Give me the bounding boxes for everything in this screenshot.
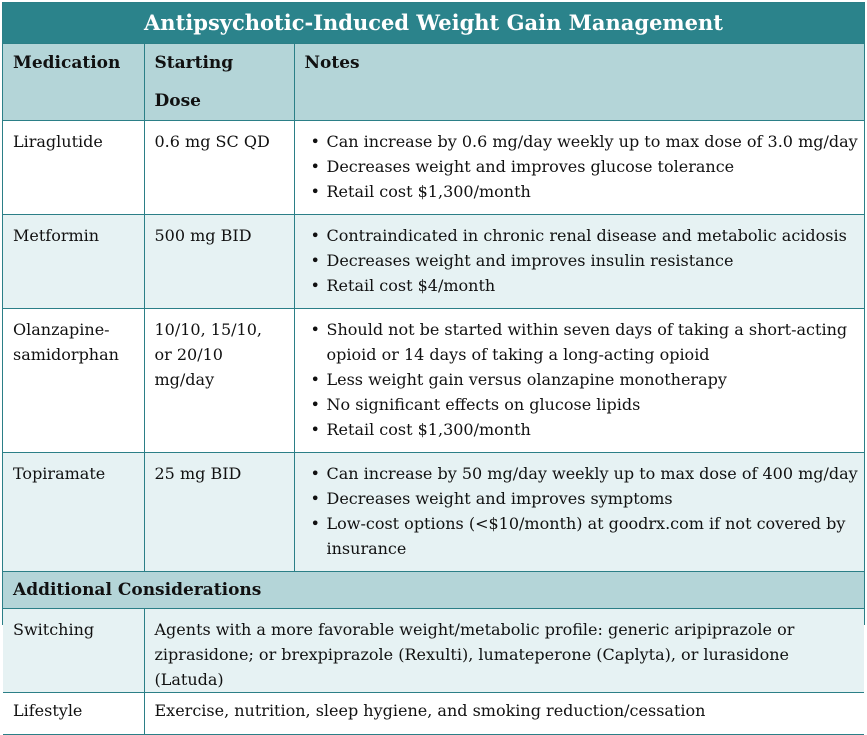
medication-cell: Topiramate bbox=[3, 453, 144, 572]
note-item: • Decreases weight and improves glucose tolerance bbox=[309, 154, 859, 179]
table-row bbox=[3, 309, 864, 453]
note-item: • Decreases weight and improves symptoms bbox=[309, 486, 859, 511]
consideration-label: Lifestyle bbox=[3, 693, 144, 735]
note-item: • Can increase by 50 mg/day weekly up to max dose of 400 mg/day bbox=[309, 461, 859, 486]
consideration-label: Switching bbox=[3, 609, 144, 693]
table-row bbox=[3, 453, 864, 572]
notes-cell bbox=[294, 121, 864, 215]
medication-table bbox=[3, 44, 864, 735]
medication-cell: Olanzapine-samidorphan bbox=[3, 309, 144, 453]
medication-cell: Metformin bbox=[3, 215, 144, 309]
header-starting-dose: Starting Dose bbox=[144, 44, 294, 121]
note-item: • Decreases weight and improves insulin resistance bbox=[309, 248, 859, 273]
consideration-text: Exercise, nutrition, sleep hygiene, and smoking reduction/cessation bbox=[144, 693, 864, 735]
table-row bbox=[3, 609, 864, 693]
notes-cell bbox=[294, 453, 864, 572]
notes-cell bbox=[294, 309, 864, 453]
table-row bbox=[3, 121, 864, 215]
note-item: • Retail cost $1,300/month bbox=[309, 417, 859, 442]
note-item: • Low-cost options (<$10/month) at goodrx.com if not covered by insurance bbox=[309, 511, 859, 561]
note-item: • Can increase by 0.6 mg/day weekly up to max dose of 3.0 mg/day bbox=[309, 129, 859, 154]
weight-gain-table-card bbox=[2, 2, 865, 720]
consideration-text: Agents with a more favorable weight/metabolic profile: generic aripiprazole or ziprasidone; or brexpiprazole (Rexulti), lumateperone (Caplyta), or lurasidone (Latuda) bbox=[144, 609, 864, 693]
medication-cell: Liraglutide bbox=[3, 121, 144, 215]
table-row bbox=[3, 693, 864, 735]
header-medication: Medication bbox=[3, 44, 144, 121]
additional-considerations-row bbox=[3, 572, 864, 609]
table-title: Antipsychotic-Induced Weight Gain Management bbox=[3, 3, 864, 44]
notes-cell bbox=[294, 215, 864, 309]
notes-list bbox=[309, 317, 859, 442]
notes-list bbox=[309, 129, 859, 204]
dose-cell: 25 mg BID bbox=[144, 453, 294, 572]
additional-considerations-heading: Additional Considerations bbox=[3, 572, 864, 609]
note-item: • Less weight gain versus olanzapine monotherapy bbox=[309, 367, 859, 392]
dose-cell: 500 mg BID bbox=[144, 215, 294, 309]
note-item: • Should not be started within seven days of taking a short-acting opioid or 14 days of taking a long-acting opioid bbox=[309, 317, 859, 367]
header-row bbox=[3, 44, 864, 121]
dose-cell: 0.6 mg SC QD bbox=[144, 121, 294, 215]
header-notes: Notes bbox=[294, 44, 864, 121]
note-item: • Retail cost $4/month bbox=[309, 273, 859, 298]
notes-list bbox=[309, 461, 859, 561]
table-row bbox=[3, 215, 864, 309]
note-item: • No significant effects on glucose lipids bbox=[309, 392, 859, 417]
note-item: • Contraindicated in chronic renal disease and metabolic acidosis bbox=[309, 223, 859, 248]
note-item: • Retail cost $1,300/month bbox=[309, 179, 859, 204]
dose-cell: 10/10, 15/10, or 20/10 mg/day bbox=[144, 309, 294, 453]
notes-list bbox=[309, 223, 859, 298]
